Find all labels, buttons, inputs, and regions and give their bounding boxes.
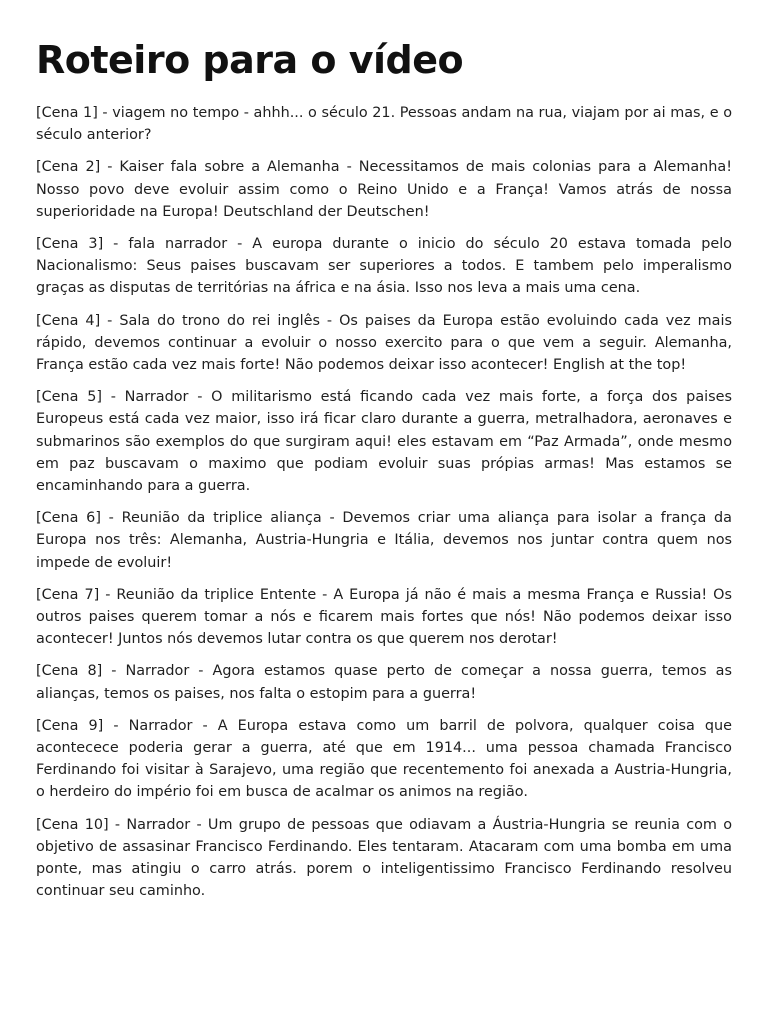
scene-2-paragraph: [Cena 2] - Kaiser fala sobre a Alemanha - Necessitamos de mais colonias para a Alemanha! Nosso povo deve evoluir assim como o Reino Unido e a França! Vamos atrás de nossa superioridade na Europa! Deutschland der Deutschen!: [36, 159, 732, 220]
scene-1-paragraph: [Cena 1] - viagem no tempo - ahhh... o século 21. Pessoas andam na rua, viajam por ai mas, e o século anterior?: [36, 105, 732, 144]
scene-5-paragraph: [Cena 5] - Narrador - O militarismo está ficando cada vez mais forte, a força dos paises Europeus está cada vez maior, isso irá ficar claro durante a guerra, metralhadora, aeronaves e submarinos são exemplos do que surgiram aqui! eles estavam em “Paz Armada”, onde mesmo em paz buscavam o maximo que podiam evoluir suas própias armas! Mas estamos se encaminhando para a guerra.: [36, 389, 732, 495]
scene-3-paragraph: [Cena 3] - fala narrador - A europa durante o inicio do século 20 estava tomada pelo Nacionalismo: Seus paises buscavam ser superiores a todos. E tambem pelo imperalismo graças as disputas de territórias na áfrica e na ásia. Isso nos leva a mais uma cena.: [36, 236, 732, 297]
document-page: [36, 34, 732, 913]
scene-6-paragraph: [Cena 6] - Reunião da triplice aliança - Devemos criar uma aliança para isolar a frança da Europa nos três: Alemanha, Austria-Hungria e Itália, devemos nos juntar contra quem nos impede de evoluir!: [36, 510, 732, 571]
document-title: Roteiro para o vídeo: [36, 38, 464, 82]
scene-7-paragraph: [Cena 7] - Reunião da triplice Entente - A Europa já não é mais a mesma França e Russia! Os outros paises querem tomar a nós e ficarem mais fortes que nós! Não podemos deixar isso acontecer! Juntos nós devemos lutar contra os que querem nos derotar!: [36, 586, 732, 648]
scene-10-paragraph: [Cena 10] - Narrador - Um grupo de pessoas que odiavam a Áustria-Hungria se reunia com o objetivo de assasinar Francisco Ferdinando. Eles tentaram. Atacaram com uma bomba em uma ponte, mas atingiu o carro atrás. porem o inteligentissimo Francisco Ferdinando resolveu continuar seu caminho.: [36, 816, 732, 900]
scene-8-paragraph: [Cena 8] - Narrador - Agora estamos quase perto de começar a nossa guerra, temos as alianças, temos os paises, nos falta o estopim para a guerra!: [36, 663, 732, 702]
scene-9-paragraph: [Cena 9] - Narrador - A Europa estava como um barril de polvora, qualquer coisa que acontecece poderia gerar a guerra, até que em 1914... uma pessoa chamada Francisco Ferdinando foi visitar à Sarajevo, uma região que recentemento foi anexada a Austria-Hungria, o herdeiro do império foi em busca de acalmar os animos na região.: [36, 717, 732, 801]
scene-4-paragraph: [Cena 4] - Sala do trono do rei inglês - Os paises da Europa estão evoluindo cada vez mais rápido, devemos continuar a evoluir o nosso exercito para o que vem a seguir. Alemanha, França estão cada vez mais forte! Não podemos deixar isso acontecer! English at the top!: [36, 312, 732, 374]
